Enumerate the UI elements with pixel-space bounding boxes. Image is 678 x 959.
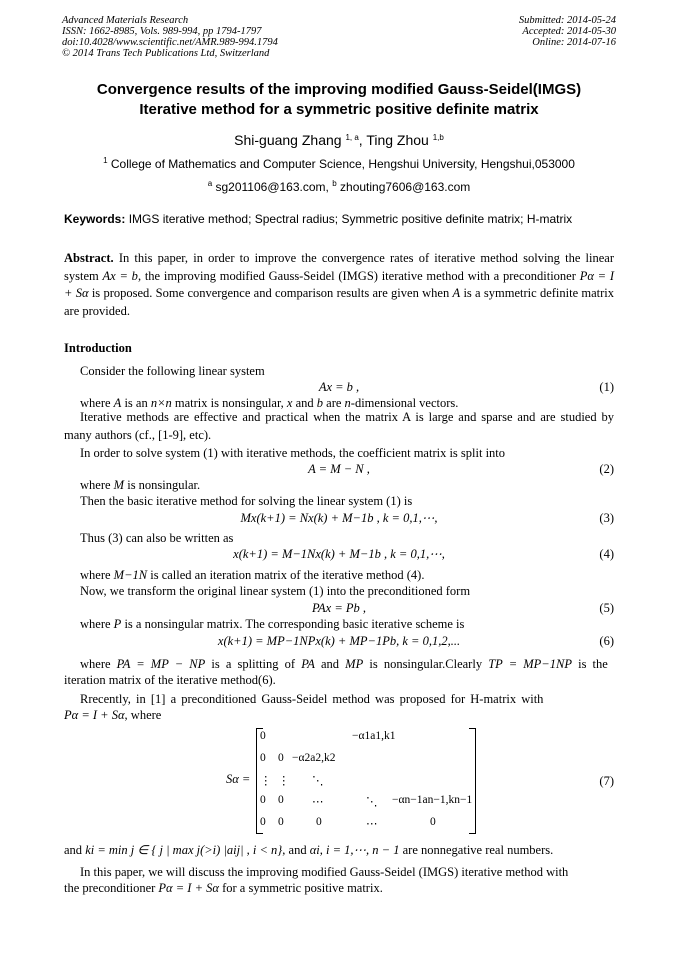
equation-number: (1) [599, 380, 614, 394]
equation-number: (7) [599, 774, 614, 788]
body-line: the preconditioner Pα = I + Sα for a symmetric positive matrix. [64, 881, 383, 895]
equation-3: Mx(k+1) = Nx(k) + M−1b , k = 0,1,⋯, [240, 511, 438, 525]
keywords: Keywords: IMGS iterative method; Spectral radius; Symmetric positive definite matrix; H-matrix [64, 212, 573, 226]
body-line: where P is a nonsingular matrix. The corresponding basic iterative scheme is [80, 617, 465, 631]
matrix-cell: 0 [316, 816, 322, 828]
online-date: Online: 2014-07-16 [532, 37, 616, 48]
body-line: Then the basic iterative method for solving the linear system (1) is [80, 494, 413, 508]
body-line: In order to solve system (1) with iterative methods, the coefficient matrix is split into [80, 446, 506, 460]
right-bracket [469, 728, 476, 834]
journal-issn: ISSN: 1662-8985, Vols. 989-994, pp 1794-1797 [62, 26, 262, 37]
copyright: © 2014 Trans Tech Publications Ltd, Switzerland [62, 48, 270, 59]
dates-header [519, 15, 616, 48]
matrix-cell: 0 [430, 816, 436, 828]
body-line: iteration matrix of the iterative method(6). [64, 673, 276, 687]
body-line: Rrecently, in [1] a preconditioned Gauss-Seidel method was proposed for H-matrix with [80, 692, 544, 706]
matrix-cell: ⋯ [366, 818, 378, 830]
equation-number: (4) [599, 547, 614, 561]
matrix-cell: ⋱ [312, 775, 324, 787]
equation-6: x(k+1) = MP−1NPx(k) + MP−1Pb, k = 0,1,2,... [217, 634, 461, 648]
body-line: Now, we transform the original linear system (1) into the preconditioned form [80, 584, 471, 598]
equation-5: PAx = Pb , [311, 601, 367, 615]
body-line: where M is nonsingular. [80, 478, 201, 492]
matrix-cell: 0 [278, 794, 284, 806]
equation-number: (6) [599, 634, 614, 648]
submitted-date: Submitted: 2014-05-24 [518, 15, 616, 26]
equation-number: (5) [599, 601, 614, 615]
equation-number: (2) [599, 462, 614, 476]
affiliation: $^1$ College of Mathematics and Computer Science, Hengshui University, Hengshui,053000 [103, 156, 575, 171]
paper-title: Convergence results of the improving modified Gauss-Seidel(IMGS) Iterative method for a symmetric positive definite matrix [96, 81, 582, 118]
journal-name: Advanced Materials Research [62, 15, 189, 26]
matrix-cell: −α1a1,k1 [352, 730, 396, 742]
body-paragraph: Iterative methods are effective and practical when the matrix A is large and sparse and are studied by many authors (cf., [1-9], etc). [64, 410, 614, 442]
matrix-cell: ⋮ [278, 775, 290, 787]
matrix-label: Sα = [226, 772, 251, 786]
journal-doi: doi:10.4028/www.scientific.net/AMR.989-994.1794 [62, 37, 278, 48]
abstract-label: Abstract. [64, 251, 114, 265]
matrix-cell: 0 [278, 752, 284, 764]
author-line: Shi-guang Zhang $^{1, a}$, Ting Zhou $^{1,b}$ [234, 132, 444, 148]
body-line: Consider the following linear system [80, 364, 265, 378]
body-line: Thus (3) can also be written as [80, 531, 234, 545]
equation-2: A = M − N , [308, 462, 370, 476]
body-line: where M−1N is called an iteration matrix of the iterative method (4). [80, 568, 425, 582]
matrix-cell: 0 [260, 794, 266, 806]
accepted-date: Accepted: 2014-05-30 [522, 26, 616, 37]
matrix-cell: ⋮ [260, 775, 272, 787]
matrix-cell: 0 [260, 730, 266, 742]
section-heading: Introduction [64, 341, 132, 355]
matrix-cell: −αn−1an−1,kn−1 [392, 794, 473, 806]
journal-header [62, 15, 278, 59]
matrix-cell: 0 [278, 816, 284, 828]
matrix-cell: −α2a2,k2 [292, 752, 336, 764]
equation-1: Ax = b , [318, 380, 360, 394]
body-line: where PA = MP − NP is a splitting of PA and MP is nonsingular.Clearly TP = MP−1NP is the [80, 657, 608, 671]
equation-4: x(k+1) = M−1Nx(k) + M−1b , k = 0,1,⋯, [233, 547, 445, 561]
abstract: Abstract. In this paper, in order to improve the convergence rates of iterative method solving the linear system Ax = b, the improving modified Gauss-Seidel (IMGS) iterative method with a preconditioner Pα = I + Sα is proposed. Some convergence and comparison results are given when A is a symmetric definite matrix are provided. [64, 251, 615, 318]
email-line: $^a$ sg201106@163.com, $^b$ zhouting7606@163.com [207, 179, 471, 194]
body-line: where A is an n×n matrix is nonsingular, x and b are n-dimensional vectors. [80, 396, 459, 410]
matrix-cell: 0 [260, 752, 266, 764]
matrix-s-alpha [226, 724, 486, 836]
keywords-label: Keywords: [64, 212, 126, 226]
body-line: In this paper, we will discuss the improving modified Gauss-Seidel (IMGS) iterative method with [80, 865, 569, 879]
matrix-cell: 0 [260, 816, 266, 828]
matrix-cell: ⋯ [312, 796, 324, 808]
body-line: and ki = min j ∈ { j | max j(>i) |aij| , i < n}, and αi, i = 1,⋯, n − 1 are nonnegative real numbers. [64, 843, 554, 857]
body-line: Pα = I + Sα, where [64, 708, 162, 722]
matrix-cell: ⋱ [366, 796, 378, 808]
equation-number: (3) [599, 511, 614, 525]
